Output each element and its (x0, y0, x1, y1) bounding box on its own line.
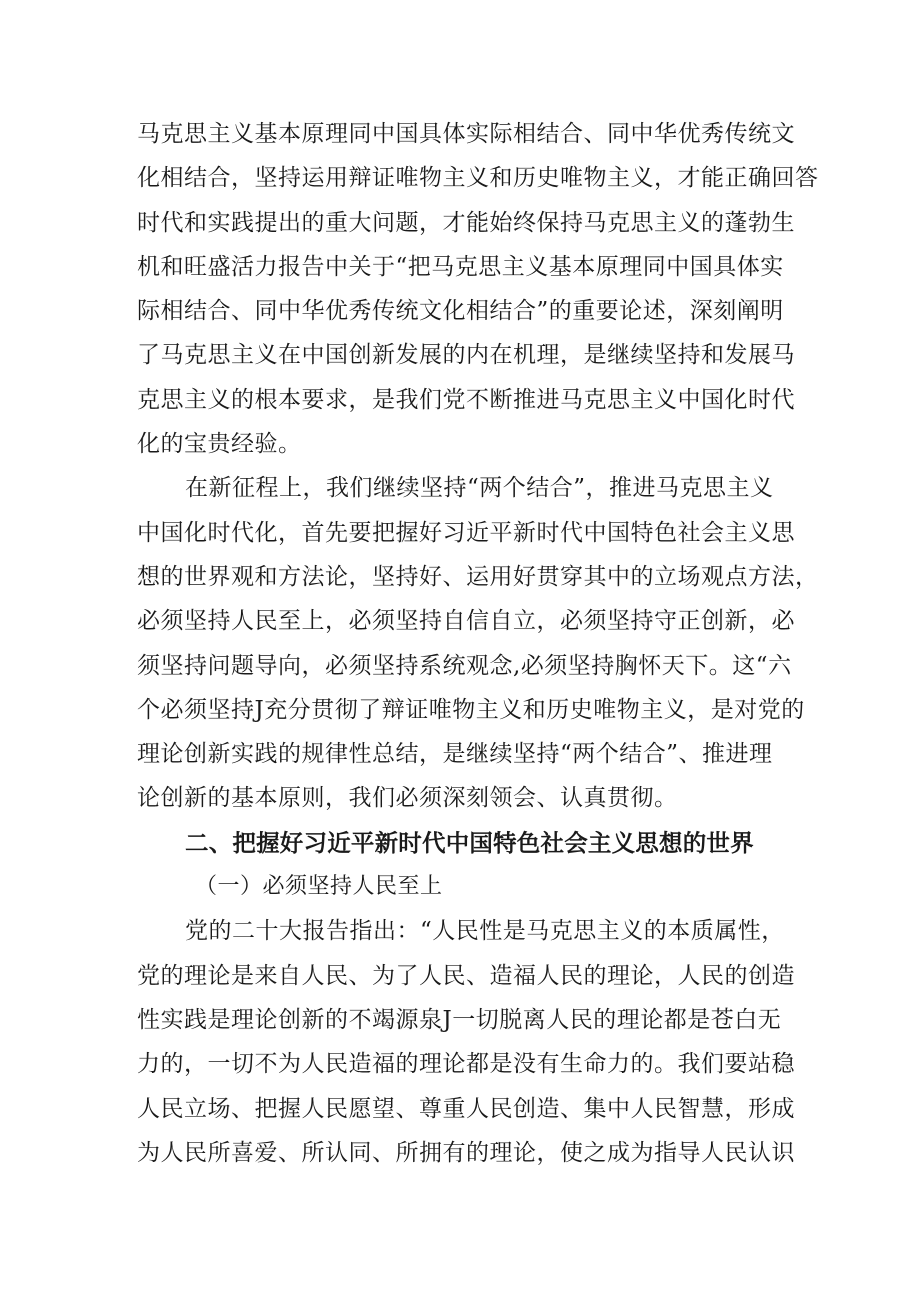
text-line: 际相结合、同中华优秀传统文化相结合”的重要论述，深刻阐明 (137, 298, 784, 325)
text-line: 化的宝贵经验。 (137, 431, 302, 458)
text-line: 想的世界观和方法论，坚持好、运用好贯穿其中的立场观点方法， (137, 563, 819, 590)
text-line: 了马克思主义在中国创新发展的内在机理，是继续坚持和发展马 (137, 342, 795, 369)
text-line: 化相结合，坚持运用辩证唯物主义和历史唯物主义，才能正确回答 (137, 165, 819, 192)
text-line: 为人民所喜爱、所认同、所拥有的理论，使之成为指导人民认识 (137, 1139, 795, 1166)
text-line: 人民立场、把握人民愿望、尊重人民创造、集中人民智慧，形成 (137, 1095, 795, 1122)
text-line: 须坚持问题导向，必须坚持系统观念,必须坚持胸怀天下。这“六 (137, 652, 792, 679)
text-line: 党的理论是来自人民、为了人民、造福人民的理论，人民的创造 (137, 962, 795, 989)
paragraph-people-first (137, 909, 795, 1175)
section-heading: 二、把握好习近平新时代中国特色社会主义思想的世界 (185, 828, 754, 857)
text-line: 中国化时代化，首先要把握好习近平新时代中国特色社会主义思 (137, 519, 795, 546)
text-line: 必须坚持人民至上，必须坚持自信自立，必须坚持守正创新，必 (137, 608, 795, 635)
text-line: 性实践是理论创新的不竭源泉J一切脱离人民的理论都是苍白无 (137, 1006, 782, 1033)
text-line: 力的，一切不为人民造福的理论都是没有生命力的。我们要站稳 (137, 1051, 795, 1078)
text-line: 克思主义的根本要求，是我们党不断推进马克思主义中国化时代 (137, 386, 795, 413)
text-line: 时代和实践提出的重大问题，才能始终保持马克思主义的蓬勃生 (137, 209, 795, 236)
text-line: 机和旺盛活力报告中关于“把马克思主义基本原理同中国具体实 (137, 253, 784, 280)
text-line: 党的二十大报告指出：“人民性是马克思主义的本质属性， (185, 918, 785, 945)
text-line: 在新征程上，我们继续坚持“两个结合”，推进马克思主义 (185, 475, 774, 502)
text-line: 马克思主义基本原理同中国具体实际相结合、同中华优秀传统文 (137, 121, 795, 147)
text-line: 论创新的基本原则，我们必须深刻领会、认真贯彻。 (137, 785, 678, 812)
text-line: 个必须坚持J充分贯彻了辩证唯物主义和历史唯物主义，是对党的 (137, 696, 805, 723)
text-line: 理论创新实践的规律性总结，是继续坚持“两个结合”、推进理 (137, 741, 773, 768)
document-body (137, 112, 819, 1175)
paragraph-marxism-principles (137, 112, 819, 466)
subsection-heading: （一）必须坚持人民至上 (195, 874, 443, 900)
paragraph-two-integrations (137, 466, 819, 820)
